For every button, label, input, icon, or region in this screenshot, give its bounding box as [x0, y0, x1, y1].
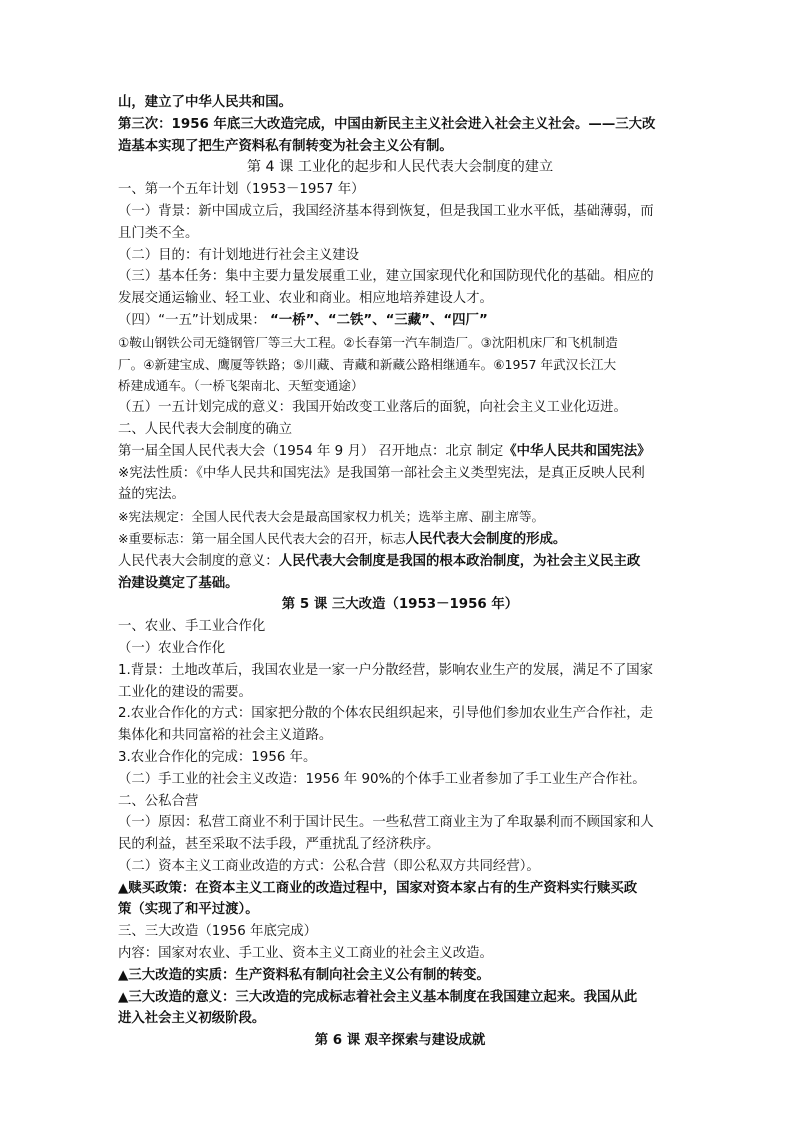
text-line	[118, 441, 682, 463]
text-line: （五）一五计划完成的意义：我国开始改变工业落后的面貌，向社会主义工业化迈进。	[118, 400, 627, 416]
text-line: 工业化的建设的需要。	[118, 684, 252, 700]
text-line: 3.农业合作化的完成：1956 年。	[118, 749, 317, 765]
text-line: 内容：国家对农业、手工业、资本主义工商业的社会主义改造。	[118, 946, 493, 962]
text-line: （一）农业合作化	[118, 640, 226, 656]
text-line: （三）基本任务：集中主要力量发展重工业，建立国家现代化和国防现代化的基础。相应的	[118, 269, 654, 285]
text-segment: ※重要标志：第一届全国人民代表大会的召开，标志	[118, 530, 406, 546]
section-heading: 三、三大改造（1956 年底完成）	[118, 924, 318, 940]
text-segment: 人民代表大会制度的意义：	[118, 553, 279, 569]
section-heading: 一、第一个五年计划（1953－1957 年）	[118, 182, 365, 198]
text-line: 策（实现了和平过渡）。	[118, 902, 259, 918]
text-line: （一）背景：新中国成立后，我国经济基本得到恢复，但是我国工业水平低，基础薄弱，而	[118, 203, 654, 219]
document-page	[118, 92, 682, 1052]
text-line: 2.农业合作化的方式：国家把分散的个体农民组织起来，引导他们参加农业生产合作社，走	[118, 706, 654, 722]
text-line	[118, 310, 682, 332]
text-line: 民的利益，甚至采取不法手段，严重扰乱了经济秩序。	[118, 837, 440, 853]
text-line: （二）资本主义工商业改造的方式：公私合营（即公私双方共同经营）。	[118, 858, 540, 874]
text-line: （二）目的：有计划地进行社会主义建设	[118, 247, 360, 263]
text-line: 第三次：1956 年底三大改造完成，中国由新民主主义社会进入社会主义社会。——三大改	[118, 116, 656, 132]
text-line: 1.背景：土地改革后，我国农业是一家一户分散经营，影响农业生产的发展，满足不了国家	[118, 662, 654, 678]
section-heading: 一、农业、手工业合作化	[118, 619, 266, 635]
text-segment-bold: 人民代表大会制度是我国的根本政治制度，为社会主义民主政	[278, 553, 641, 569]
text-line: 进入社会主义初级阶段。	[118, 1011, 266, 1027]
text-line: 集体化和共同富裕的社会主义道路。	[118, 728, 333, 744]
text-line: 且门类不全。	[118, 225, 199, 241]
lesson-6-title: 第 6 课 艰辛探索与建设成就	[314, 1033, 486, 1049]
lesson-4-title: 第 4 课 工业化的起步和人民代表大会制度的建立	[246, 159, 554, 176]
text-segment: （四）“一五”计划成果：	[118, 312, 266, 328]
text-line: 造基本实现了把生产资料私有制转变为社会主义公有制。	[118, 138, 453, 154]
text-line: 厂。④新建宝成、鹰厦等铁路；⑤川藏、青藏和新藏公路相继通车。⑥1957 年武汉长江大	[118, 356, 617, 372]
text-line: ①鞍山钢铁公司无缝钢管厂等三大工程。②长春第一汽车制造厂。③沈阳机床厂和飞机制造	[118, 334, 618, 350]
text-line: 益的宪法。	[118, 487, 185, 503]
text-line	[118, 551, 682, 573]
text-line: ▲三大改造的意义：三大改造的完成标志着社会主义基本制度在我国建立起来。我国从此	[118, 989, 638, 1005]
text-line	[118, 528, 682, 551]
section-heading: 二、人民代表大会制度的确立	[118, 421, 293, 437]
text-segment-bold: 人民代表大会制度的形成。	[405, 531, 567, 547]
section-heading: 二、公私合营	[118, 793, 199, 809]
text-line: ※宪法性质：《中华人民共和国宪法》是我国第一部社会主义类型宪法，是真正反映人民利	[118, 465, 645, 481]
text-segment: 第一届全国人民代表大会（1954 年 9 月） 召开地点：北京 制定	[118, 443, 504, 459]
text-segment-bold: “一桥”、“二铁”、“三藏”、“四厂”	[270, 312, 488, 328]
text-line: 治建设奠定了基础。	[118, 575, 239, 591]
text-line: ▲赎买政策：在资本主义工商业的改造过程中，国家对资本家占有的生产资料实行赎买政	[118, 880, 638, 896]
text-line: ▲三大改造的实质：生产资料私有制向社会主义公有制的转变。	[118, 967, 490, 983]
text-line: 桥建成通车。（一桥飞架南北、天堑变通途）	[118, 378, 364, 394]
text-line: 山，建立了中华人民共和国。	[118, 95, 293, 110]
lesson-5-title: 第 5 课 三大改造（1953－1956 年）	[281, 597, 519, 613]
text-line: ※宪法规定：全国人民代表大会是最高国家权力机关；选举主席、副主席等。	[118, 509, 545, 525]
text-line: （二）手工业的社会主义改造：1956 年 90%的个体手工业者参加了手工业生产合作社。	[118, 771, 646, 787]
text-segment-bold: 《中华人民共和国宪法》	[503, 443, 651, 459]
text-line: 发展交通运输业、轻工业、农业和商业。相应地培养建设人才。	[118, 291, 493, 307]
text-line: （一）原因：私营工商业不利于国计民生。一些私营工商业主为了牟取暴利而不顾国家和人	[118, 815, 654, 831]
